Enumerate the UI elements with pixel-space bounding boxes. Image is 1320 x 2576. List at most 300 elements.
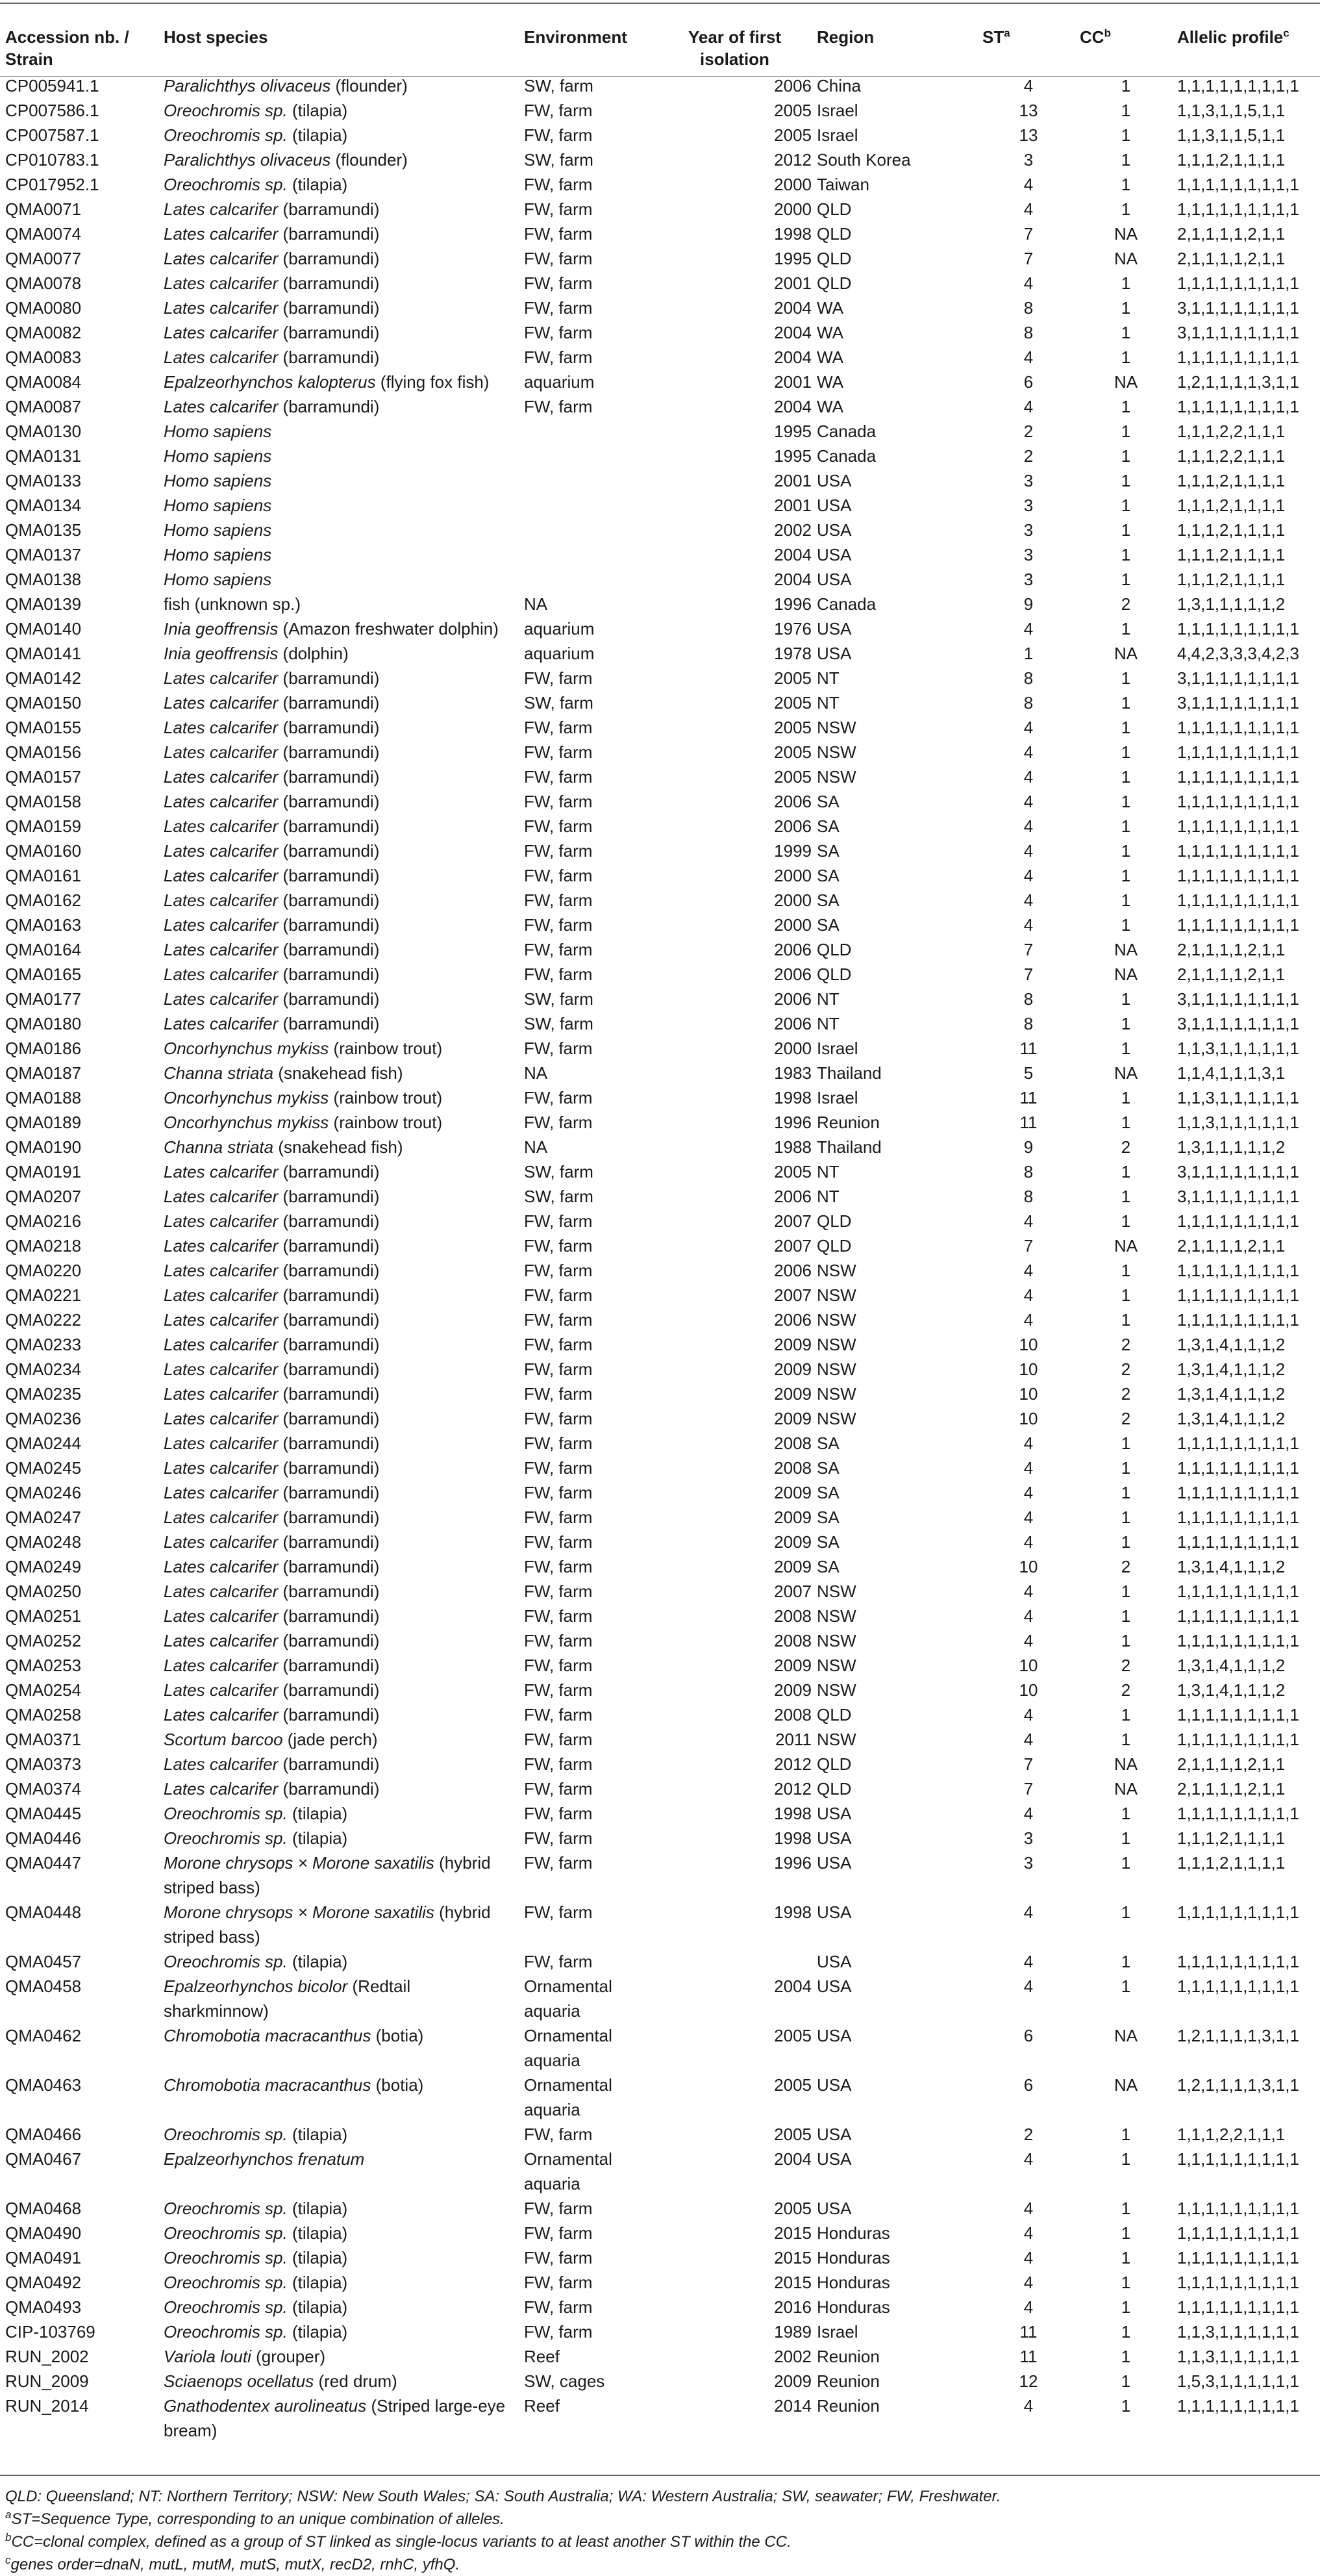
cell-accession: QMA0468 [5,2199,82,2218]
table-row [0,2221,1320,2245]
cell-region: QLD [817,1236,852,1256]
cell-cc: 1 [1121,1458,1131,1478]
cell-accession: QMA0078 [5,273,82,293]
cell-region: USA [817,1902,852,1922]
cell-year: 2009 [774,1335,812,1354]
cell-cc: NA [1114,965,1138,984]
cell-year: 2000 [774,915,812,935]
cell-environment [519,518,653,542]
cell-year: 2004 [774,2149,812,2169]
cell-allelic-profile: 1,1,1,1,1,1,1,1,1 [1177,1606,1299,1626]
cell-cc: 1 [1121,890,1131,910]
cell-st: 11 [1019,1039,1038,1058]
cell-accession: QMA0221 [5,1285,82,1305]
cell-environment: Reef [524,2396,560,2416]
cell-allelic-profile: 3,1,1,1,1,1,1,1,1 [1177,1014,1299,1033]
cell-st: 2 [1023,446,1034,466]
cell-st: 6 [1023,2075,1034,2095]
cell-cc: 1 [1121,1088,1131,1107]
cell-host-species: Chromobotia macracanthus (botia) [164,2026,424,2045]
cell-st: 7 [1023,1779,1034,1799]
cell-environment: SW, farm [524,693,593,713]
cell-host-species: Lates calcarifer (barramundi) [164,890,380,910]
cell-host-species: Lates calcarifer (barramundi) [164,1532,380,1552]
cell-allelic-profile: 1,2,1,1,1,1,3,1,1 [1177,372,1299,392]
cell-cc: 1 [1121,347,1131,367]
cell-allelic-profile: 1,1,1,1,1,1,1,1,1 [1177,273,1299,293]
cell-cc: 1 [1121,989,1131,1009]
cell-host-species: Oreochromis sp. (tilapia) [164,175,348,194]
cell-allelic-profile: 1,1,1,1,1,1,1,1,1 [1177,76,1299,95]
cell-region: SA [817,1483,840,1502]
cell-host-species: Homo sapiens [164,446,272,466]
cell-allelic-profile: 1,1,1,1,1,1,1,1,1 [1177,347,1299,367]
table-row [0,764,1320,789]
cell-cc: 1 [1121,742,1131,762]
cell-year: 2009 [774,1532,812,1552]
cell-region: Thailand [817,1137,882,1157]
cell-host-species: Lates calcarifer (barramundi) [164,397,380,416]
table-row [0,1752,1320,1776]
cell-accession: QMA0142 [5,668,82,688]
cell-accession: QMA0177 [5,989,82,1009]
cell-year: 2004 [774,545,812,564]
cell-cc: 1 [1121,496,1131,515]
cell-st: 2 [1023,422,1034,441]
cell-year: 2009 [774,1384,812,1404]
cell-accession: QMA0189 [5,1113,82,1132]
cell-cc: 1 [1121,1162,1131,1181]
cell-cc: 1 [1121,718,1131,737]
cell-year: 2005 [774,2199,812,2218]
cell-cc: 2 [1121,1680,1131,1700]
cell-year: 2002 [774,2347,812,2366]
cell-host-species: Inia geoffrensis (dolphin) [164,644,349,663]
cell-cc: 1 [1121,2149,1131,2169]
cell-host-species: Lates calcarifer (barramundi) [164,1285,380,1305]
cell-st: 4 [1023,2149,1034,2169]
cell-allelic-profile: 1,5,3,1,1,1,1,1,1 [1177,2371,1299,2391]
table-row [0,1011,1320,1036]
cell-cc: 1 [1121,2347,1131,2366]
cell-environment [519,493,653,518]
cell-allelic-profile: 1,1,1,1,1,1,1,1,1 [1177,1902,1299,1922]
cell-host-species: Lates calcarifer (barramundi) [164,1433,380,1453]
table-row [0,221,1320,246]
cell-region: Reunion [817,2396,880,2416]
cell-host-species: Lates calcarifer (barramundi) [164,323,380,342]
cell-st: 8 [1023,1014,1034,1033]
table-row [0,2270,1320,2295]
cell-allelic-profile: 1,1,1,1,1,1,1,1,1 [1177,1310,1299,1330]
cell-st: 4 [1023,1705,1034,1724]
cell-allelic-profile: 1,1,1,2,2,1,1,1 [1177,422,1286,441]
cell-accession: QMA0071 [5,199,82,219]
cell-host-species: Sciaenops ocellatus (red drum) [164,2371,397,2391]
cell-accession: QMA0234 [5,1359,82,1379]
table-row [0,2245,1320,2270]
cell-st: 10 [1019,1335,1038,1354]
col-header-year: Year of first isolation [688,27,782,69]
cell-environment: aquarium [524,372,595,392]
cell-accession: QMA0207 [5,1187,82,1206]
cell-cc: 1 [1121,76,1131,95]
cell-environment: FW, farm [524,1656,593,1675]
cell-host-species: Lates calcarifer (barramundi) [164,224,380,244]
cell-cc: NA [1114,940,1138,959]
cell-region: WA [817,372,843,392]
cell-allelic-profile: 1,1,1,1,1,1,1,1,1 [1177,199,1299,219]
cell-year: 1998 [774,1804,812,1823]
cell-environment: Ornamental aquaria [524,2026,612,2070]
cell-year: 2005 [774,742,812,762]
cell-allelic-profile: 3,1,1,1,1,1,1,1,1 [1177,668,1299,688]
cell-environment: FW, farm [524,2199,593,2218]
table-row [0,1776,1320,1801]
cell-environment: NA [524,1137,548,1157]
cell-environment: FW, farm [524,1285,593,1305]
cell-year: 1996 [774,594,812,614]
cell-environment: FW, farm [524,792,593,811]
cell-region: WA [817,298,843,318]
cell-region: USA [817,570,852,589]
cell-region: Israel [817,101,858,120]
cell-allelic-profile: 1,1,1,1,1,1,1,1,1 [1177,2297,1299,2317]
cell-host-species: Oreochromis sp. (tilapia) [164,2322,348,2342]
cell-host-species: Chromobotia macracanthus (botia) [164,2075,424,2095]
cell-st: 4 [1023,1730,1034,1749]
cell-st: 4 [1023,347,1034,367]
cell-host-species: Lates calcarifer (barramundi) [164,1359,380,1379]
cell-accession: QMA0236 [5,1409,82,1428]
cell-allelic-profile: 2,1,1,1,1,2,1,1 [1177,249,1286,268]
cell-cc: 1 [1121,101,1131,120]
cell-environment: FW, farm [524,1779,593,1799]
cell-accession: CP005941.1 [5,76,99,95]
cell-accession: QMA0252 [5,1631,82,1650]
cell-region: NT [817,1162,840,1181]
cell-region: NSW [817,1335,856,1354]
cell-year: 2004 [774,347,812,367]
table-row [0,1110,1320,1135]
table-row [0,296,1320,320]
cell-accession: QMA0083 [5,347,82,367]
cell-environment: FW, farm [524,841,593,861]
cell-accession: QMA0235 [5,1384,82,1404]
cell-st: 4 [1023,1483,1034,1502]
cell-st: 4 [1023,767,1034,787]
cell-allelic-profile: 1,1,1,1,1,1,1,1,1 [1177,1211,1299,1231]
cell-accession: QMA0258 [5,1705,82,1724]
cell-environment: FW, farm [524,1039,593,1058]
cell-region: USA [817,619,852,638]
cell-region: QLD [817,224,852,244]
cell-accession: QMA0162 [5,890,82,910]
cell-year: 2006 [774,1187,812,1206]
cell-year: 1989 [774,2322,812,2342]
cell-accession: QMA0233 [5,1335,82,1354]
cell-year: 2004 [774,397,812,416]
cell-cc: 2 [1121,1359,1131,1379]
cell-year: 2002 [774,520,812,540]
cell-year: 2000 [774,1039,812,1058]
cell-cc: 1 [1121,1483,1131,1502]
cell-st: 4 [1023,841,1034,861]
cell-year: 2006 [774,1261,812,1280]
cell-host-species: Homo sapiens [164,471,272,490]
cell-region: SA [817,1532,840,1552]
cell-accession: QMA0245 [5,1458,82,1478]
cell-allelic-profile: 3,1,1,1,1,1,1,1,1 [1177,298,1299,318]
cell-region: SA [817,866,840,885]
table-row [0,2295,1320,2319]
cell-allelic-profile: 1,1,1,1,1,1,1,1,1 [1177,1532,1299,1552]
cell-region: Israel [817,1039,858,1058]
cell-environment: FW, farm [524,2125,593,2144]
table-row [0,320,1320,345]
cell-host-species: Scortum barcoo (jade perch) [164,1730,378,1749]
cell-host-species: Lates calcarifer (barramundi) [164,1582,380,1601]
cell-environment: FW, farm [524,175,593,194]
cell-region: NSW [817,1606,856,1626]
cell-year: 2005 [774,718,812,737]
cell-host-species: Lates calcarifer (barramundi) [164,1606,380,1626]
cell-st: 8 [1023,989,1034,1009]
cell-year: 2005 [774,1162,812,1181]
cell-environment: FW, farm [524,273,593,293]
cell-host-species: Lates calcarifer (barramundi) [164,915,380,935]
cell-year: 2009 [774,1409,812,1428]
table-row [0,1949,1320,1974]
cell-host-species: Lates calcarifer (barramundi) [164,1261,380,1280]
cell-environment [519,444,653,468]
cell-accession: RUN_2014 [5,2396,89,2416]
cell-cc: 1 [1121,397,1131,416]
cell-region: South Korea [817,150,911,170]
table-row [0,1628,1320,1653]
cell-accession: QMA0222 [5,1310,82,1330]
cell-st: 3 [1023,570,1034,589]
cell-host-species: Lates calcarifer (barramundi) [164,989,380,1009]
cell-cc: 1 [1121,1285,1131,1305]
cell-allelic-profile: 3,1,1,1,1,1,1,1,1 [1177,989,1299,1009]
cell-cc: 1 [1121,915,1131,935]
cell-accession: QMA0190 [5,1137,82,1157]
cell-host-species: Lates calcarifer (barramundi) [164,841,380,861]
cell-year: 2004 [774,298,812,318]
table-row [0,1357,1320,1382]
cell-allelic-profile: 1,1,1,1,1,1,1,1,1 [1177,816,1299,836]
cell-cc: 1 [1121,471,1131,490]
cell-allelic-profile: 1,1,3,1,1,1,1,1,1 [1177,2347,1299,2366]
cell-region: NSW [817,1631,856,1650]
cell-host-species: Lates calcarifer (barramundi) [164,1680,380,1700]
table-row [0,690,1320,715]
cell-accession: RUN_2002 [5,2347,89,2366]
cell-cc: 1 [1121,619,1131,638]
table-row [0,937,1320,962]
cell-accession: QMA0080 [5,298,82,318]
cell-year: 2007 [774,1211,812,1231]
cell-host-species: Lates calcarifer (barramundi) [164,792,380,811]
cell-environment: FW, farm [524,767,593,787]
cell-region: NSW [817,1680,856,1700]
cell-region: USA [817,2026,852,2045]
cell-host-species: Lates calcarifer (barramundi) [164,1656,380,1675]
cell-cc: 1 [1121,2125,1131,2144]
cell-environment: FW, farm [524,1236,593,1256]
cell-region: USA [817,2075,852,2095]
cell-allelic-profile: 1,1,1,1,1,1,1,1,1 [1177,397,1299,416]
cell-host-species: Lates calcarifer (barramundi) [164,1409,380,1428]
cell-environment: SW, farm [524,1187,593,1206]
table-row [0,468,1320,493]
cell-allelic-profile: 1,1,1,2,1,1,1,1 [1177,471,1286,490]
cell-host-species: Lates calcarifer (barramundi) [164,1187,380,1206]
cell-allelic-profile: 1,1,1,1,1,1,1,1,1 [1177,2273,1299,2292]
cell-accession: QMA0251 [5,1606,82,1626]
cell-accession: QMA0074 [5,224,82,244]
cell-cc: NA [1114,224,1138,244]
cell-year: 2012 [774,150,812,170]
bottom-rule [0,2475,1320,2476]
cell-region: NSW [817,1409,856,1428]
table-row [0,493,1320,518]
cell-cc: 1 [1121,1606,1131,1626]
cell-year: 2000 [774,890,812,910]
cell-host-species: Homo sapiens [164,422,272,441]
cell-environment: FW, farm [524,224,593,244]
cell-environment: FW, farm [524,1730,593,1749]
cell-region: NT [817,1014,840,1033]
cell-allelic-profile: 1,3,1,1,1,1,1,2 [1177,1137,1286,1157]
cell-allelic-profile: 1,1,3,1,1,1,1,1,1 [1177,2322,1299,2342]
cell-cc: NA [1114,372,1138,392]
cell-year: 1998 [774,1828,812,1848]
cell-environment [519,468,653,493]
cell-accession: QMA0490 [5,2223,82,2243]
cell-allelic-profile: 1,1,1,1,1,1,1,1,1 [1177,1582,1299,1601]
footnote-a: $^a$ST=Sequence Type, corresponding to an unique combination of alleles. [5,2508,504,2528]
cell-accession: QMA0159 [5,816,82,836]
cell-cc: 1 [1121,1853,1131,1873]
cell-host-species: Lates calcarifer (barramundi) [164,273,380,293]
cell-host-species: Homo sapiens [164,570,272,589]
cell-region: USA [817,1952,852,1971]
cell-accession: CP010783.1 [5,150,99,170]
cell-year: 2006 [774,940,812,959]
table-row [0,592,1320,616]
cell-region: USA [817,2125,852,2144]
cell-environment: FW, farm [524,866,593,885]
cell-environment: SW, farm [524,150,593,170]
cell-accession: QMA0191 [5,1162,82,1181]
table-row [0,394,1320,419]
cell-st: 4 [1023,718,1034,737]
table-row [0,518,1320,542]
table-row [0,345,1320,370]
cell-year: 1998 [774,1088,812,1107]
cell-allelic-profile: 1,3,1,1,1,1,1,2 [1177,594,1286,614]
table-row [0,1233,1320,1258]
cell-st: 8 [1023,668,1034,688]
cell-host-species: Lates calcarifer (barramundi) [164,866,380,885]
cell-allelic-profile: 1,1,1,1,1,1,1,1,1 [1177,1976,1299,1996]
cell-accession: QMA0134 [5,496,82,515]
cell-region: NSW [817,1359,856,1379]
cell-host-species: Lates calcarifer (barramundi) [164,693,380,713]
cell-cc: 2 [1121,1557,1131,1576]
cell-environment: FW, farm [524,2273,593,2292]
cell-region: WA [817,397,843,416]
cell-environment: FW, farm [524,1754,593,1774]
cell-st: 3 [1023,471,1034,490]
cell-accession: CP007586.1 [5,101,99,120]
cell-accession: QMA0220 [5,1261,82,1280]
cell-host-species: Lates calcarifer (barramundi) [164,199,380,219]
cell-st: 8 [1023,323,1034,342]
cell-accession: QMA0448 [5,1902,82,1922]
cell-host-species: Oreochromis sp. (tilapia) [164,1952,348,1971]
cell-year: 2007 [774,1236,812,1256]
cell-cc: 1 [1121,323,1131,342]
cell-environment: NA [524,594,548,614]
table-row [0,1480,1320,1505]
cell-environment: FW, farm [524,249,593,268]
cell-st: 10 [1019,1409,1038,1428]
cell-region: NT [817,693,840,713]
cell-region: USA [817,520,852,540]
cell-allelic-profile: 2,1,1,1,1,2,1,1 [1177,1754,1286,1774]
cell-environment: FW, farm [524,2297,593,2317]
cell-allelic-profile: 3,1,1,1,1,1,1,1,1 [1177,323,1299,342]
cell-region: NSW [817,1310,856,1330]
cell-region: QLD [817,965,852,984]
cell-st: 4 [1023,1211,1034,1231]
cell-year: 2015 [774,2248,812,2267]
table-row [0,98,1320,123]
cell-cc: 1 [1121,298,1131,318]
cell-cc: 1 [1121,570,1131,589]
cell-host-species: Channa striata (snakehead fish) [164,1063,403,1083]
cell-allelic-profile: 1,1,1,1,1,1,1,1,1 [1177,915,1299,935]
cell-region: USA [817,2149,852,2169]
cell-accession: QMA0140 [5,619,82,638]
cell-year: 2008 [774,1631,812,1650]
cell-st: 4 [1023,1433,1034,1453]
cell-year: 2008 [774,1606,812,1626]
cell-allelic-profile: 1,1,1,1,1,1,1,1,1 [1177,718,1299,737]
cell-cc: 1 [1121,2248,1131,2267]
cell-environment: FW, farm [524,1508,593,1527]
cell-environment: Ornamental aquaria [524,2149,612,2193]
cell-region: SA [817,1508,840,1527]
cell-region: SA [817,1458,840,1478]
table-row [0,2196,1320,2221]
cell-year: 2000 [774,866,812,885]
cell-year: 2015 [774,2223,812,2243]
cell-accession: QMA0373 [5,1754,82,1774]
cell-st: 7 [1023,1236,1034,1256]
cell-year: 2006 [774,1310,812,1330]
cell-allelic-profile: 1,1,1,1,1,1,1,1,1 [1177,619,1299,638]
cell-cc: 1 [1121,866,1131,885]
cell-host-species: Lates calcarifer (barramundi) [164,1557,380,1576]
cell-environment: FW, farm [524,718,593,737]
cell-environment: FW, farm [524,1952,593,1971]
cell-region: NT [817,1187,840,1206]
cell-st: 9 [1023,594,1034,614]
